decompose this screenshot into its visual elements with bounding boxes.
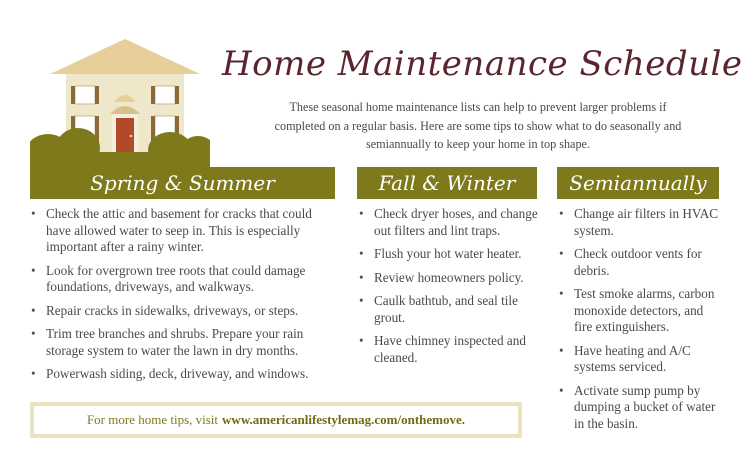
list-item: • Caulk bathtub, and seal tile grout. (358, 293, 538, 326)
list-item: • Check dryer hoses, and change out filters and lint traps. (358, 206, 538, 239)
list-item: • Repair cracks in sidewalks, driveways, or steps. (30, 303, 335, 320)
list-item: • Powerwash siding, deck, driveway, and windows. (30, 366, 335, 383)
spring-summer-list (30, 206, 335, 390)
list-item: • Look for overgrown tree roots that could damage foundations, driveways, and walkways. (30, 263, 335, 296)
list-item: • Change air filters in HVAC system. (558, 206, 723, 239)
section-header-fall-winter: Fall & Winter (357, 167, 537, 199)
semiannually-list (558, 206, 723, 439)
list-item: • Have chimney inspected and cleaned. (358, 333, 538, 366)
house-illustration (30, 36, 210, 168)
list-item: • Have heating and A/C systems serviced. (558, 343, 723, 376)
page-title: Home Maintenance Schedule (222, 44, 743, 84)
section-header-semiannually: Semiannually (557, 167, 719, 199)
section-header-spring-summer: Spring & Summer (30, 167, 335, 199)
list-item: • Test smoke alarms, carbon monoxide detectors, and fire extinguishers. (558, 286, 723, 336)
intro-text: These seasonal home maintenance lists can help to prevent larger problems if completed on a regular basis. Here are some tips to show what to do seasonally and semiannually to keep your home in top shape. (274, 100, 682, 151)
footer-text (34, 406, 518, 434)
fall-winter-list (358, 206, 538, 373)
list-item: • Check outdoor vents for debris. (558, 246, 723, 279)
list-item: • Check the attic and basement for cracks that could have allowed water to seep in. This is especially important after a rainy winter. (30, 206, 335, 256)
footer-prefix: For more home tips, visit (86, 412, 219, 427)
list-item: • Activate sump pump by dumping a bucket of water in the basin. (558, 383, 723, 433)
footer-box (30, 402, 522, 438)
list-item: • Trim tree branches and shrubs. Prepare your rain storage system to water the lawn in dry months. (30, 326, 335, 359)
list-item: • Flush your hot water heater. (358, 246, 538, 263)
list-item: • Review homeowners policy. (358, 270, 538, 287)
footer-link[interactable]: www.americanlifestylemag.com/onthemove. (222, 412, 466, 427)
